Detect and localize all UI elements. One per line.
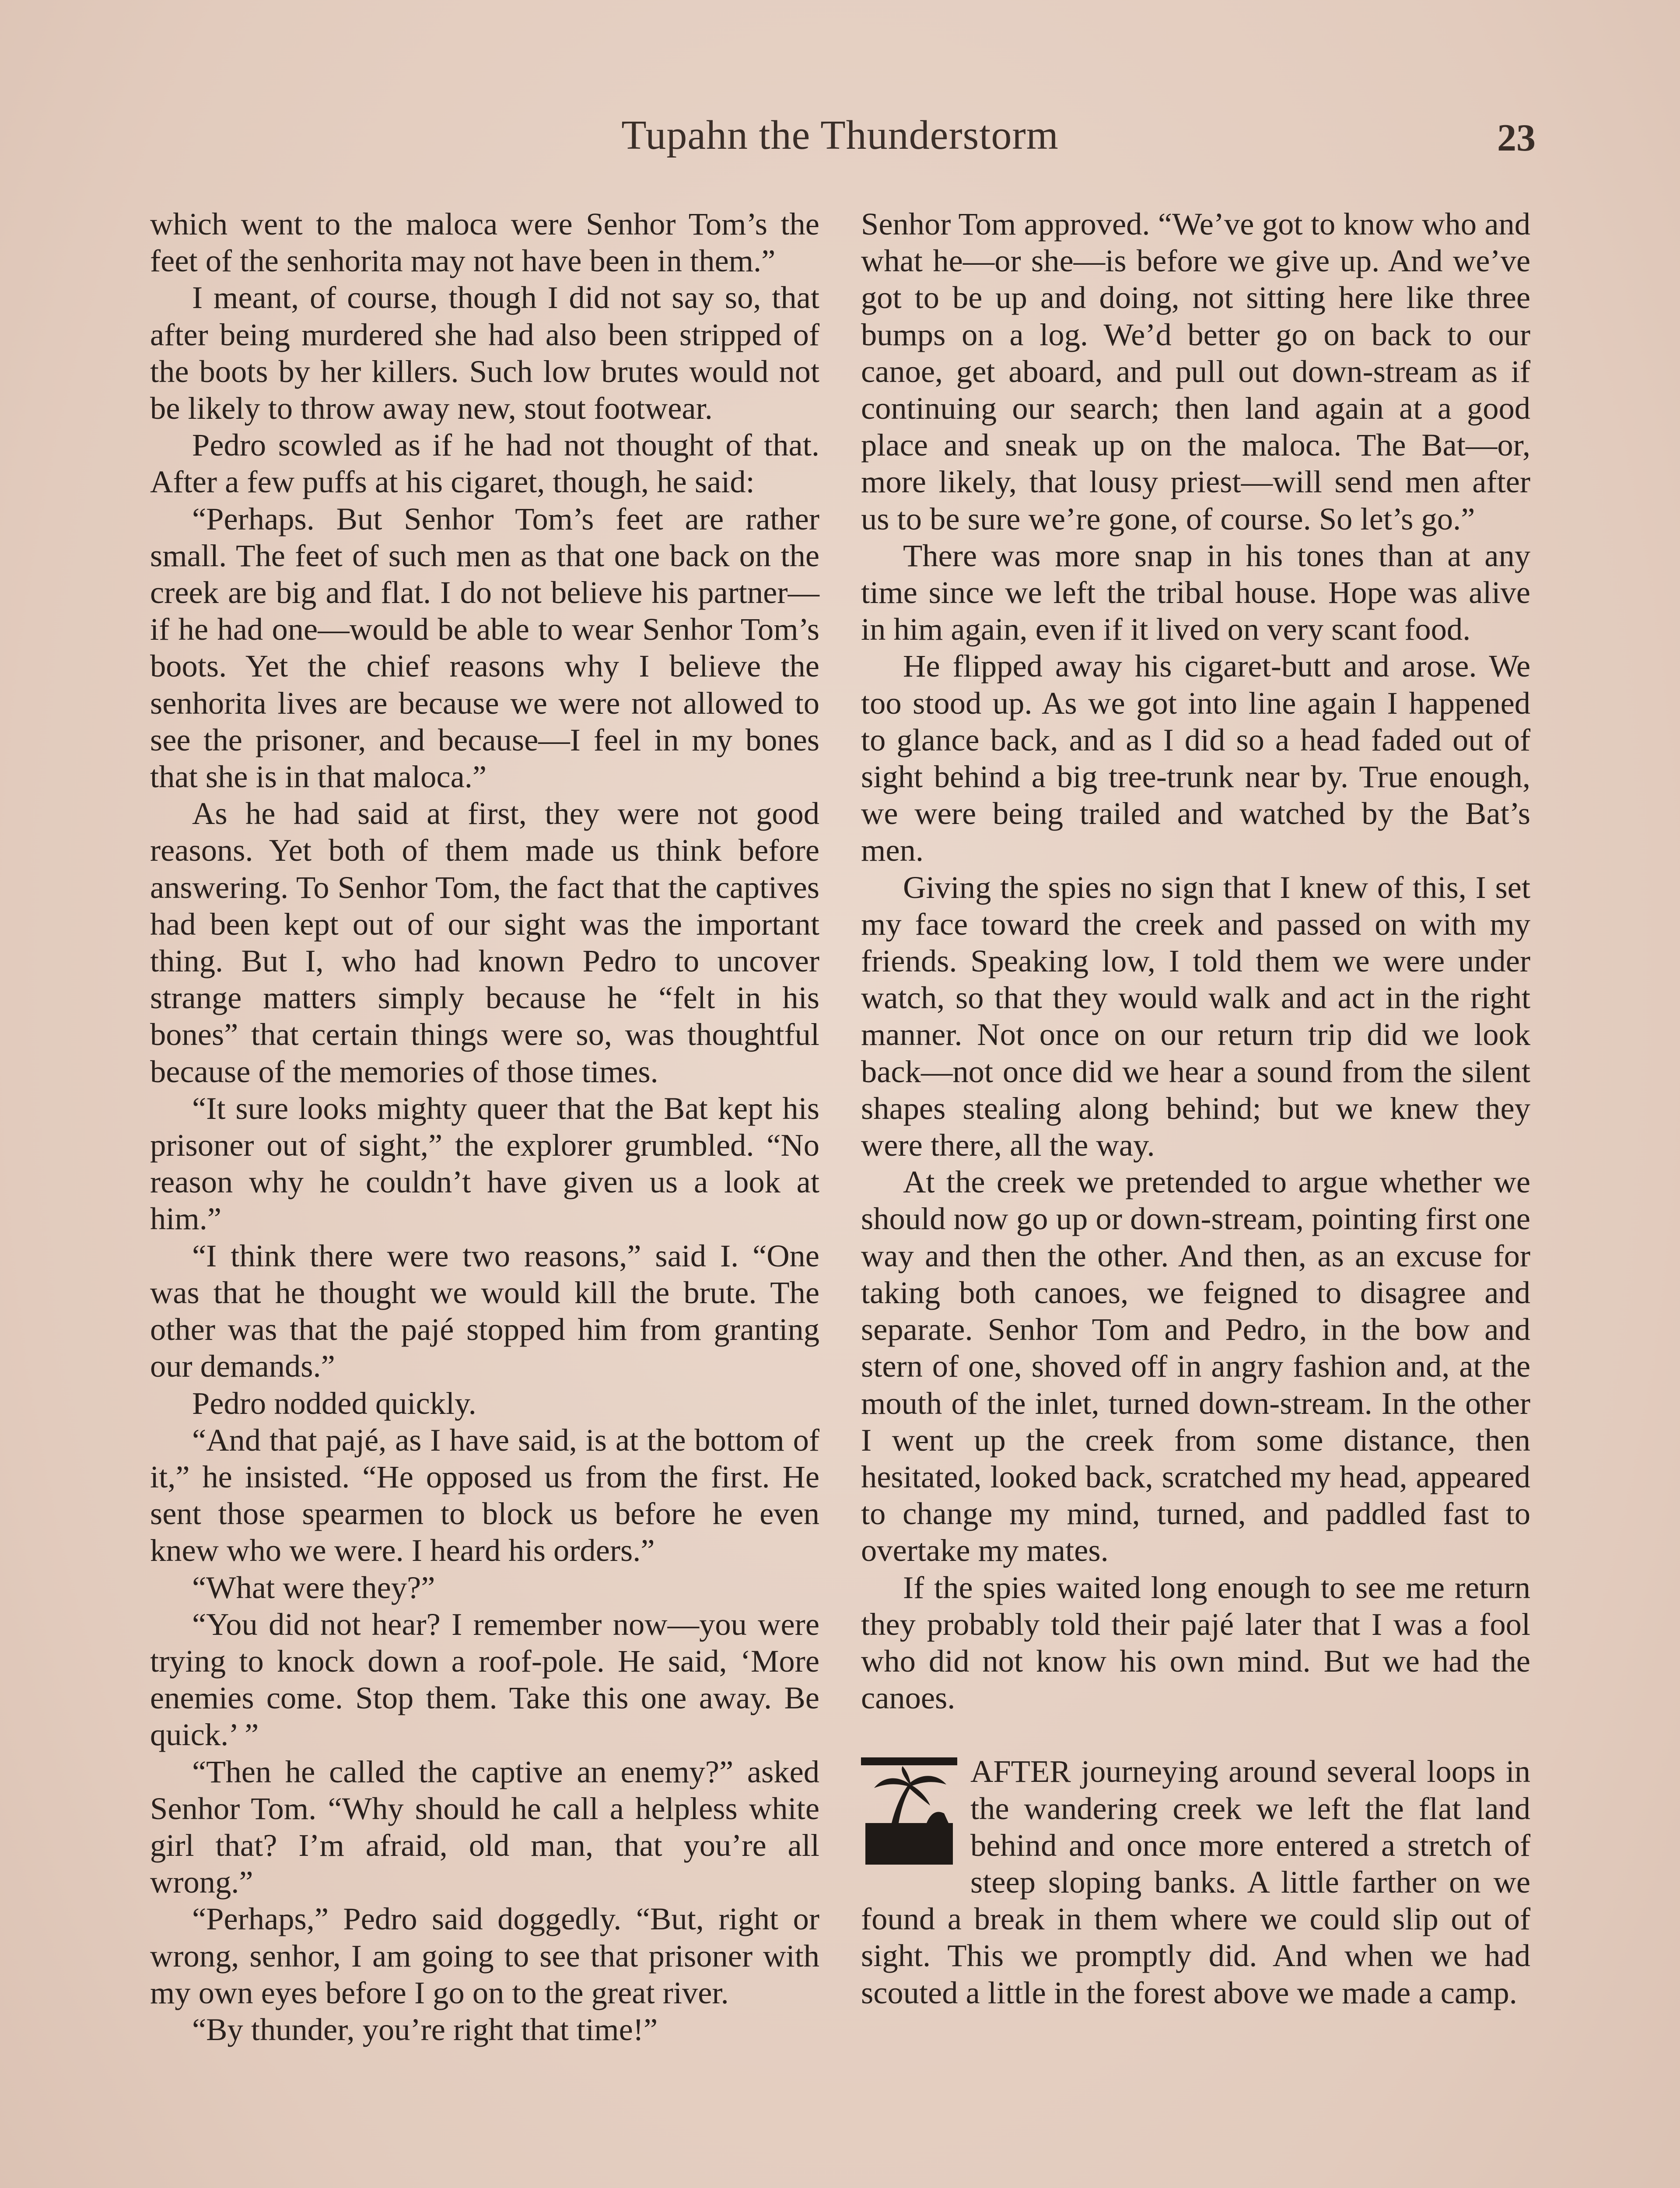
paragraph: Senhor Tom approved. “We’ve got to know who and what he—or she—is before we give up. And we’ve got to be up and doing, not sitting here like three bumps on a log. We’d better go on back to our canoe, get aboard, and pull out down-stream as if continuing our search; then land again at a good place and sneak up on the maloca. The Bat—or, more likely, that lousy priest—will send men after us to be sure we’re gone, of course. So let’s go.” [861,206,1530,536]
jungle-ornament-icon [861,1757,957,1867]
paragraph: which went to the maloca were Senhor Tom’s the feet of the senhorita may not have been in them.” [150,206,819,279]
paragraph: “It sure looks mighty queer that the Bat kept his prisoner out of sight,” the explorer grumbled. “No reason why he couldn’t have given us a look at him.” [150,1090,819,1237]
right-column [861,206,1530,2011]
paragraph: Pedro scowled as if he had not thought of that. After a few puffs at his cigaret, though, he said: [150,427,819,500]
paragraph: There was more snap in his tones than at any time since we left the tribal house. Hope was alive in him again, even if it lived on very scant food. [861,537,1530,647]
paragraph: “You did not hear? I remember now—you were trying to knock down a roof-pole. He said, ‘More enemies come. Stop them. Take this one away. Be quick.’ ” [150,1606,819,1753]
paragraph: “What were they?” [192,1569,435,1605]
paragraph: “I think there were two reasons,” said I. “One was that he thought we would kill the brute. The other was that the pajé stopped him from granting our demands.” [150,1238,819,1384]
paragraph: “Then he called the captive an enemy?” asked Senhor Tom. “Why should he call a helpless white girl that? I’m afraid, old man, that you’re all wrong.” [150,1753,819,1900]
paragraph: I meant, of course, though I did not say so, that after being murdered she had also been stripped of the boots by her killers. Such low brutes would not be likely to throw away new, stout footwear. [150,280,819,426]
paragraph: Pedro nodded quickly. [192,1385,476,1421]
paragraph: As he had said at first, they were not good reasons. Yet both of them made us think before answering. To Senhor Tom, the fact that the captives had been kept out of our sight was the important thing. But I, who had known Pedro to uncover strange matters simply because he “felt in his bones” that certain things were so, was thoughtful because of the memories of those times. [150,796,819,1089]
paragraph: If the spies waited long enough to see me return they probably told their pajé later that I was a fool who did not know his own mind. But we had the canoes. [861,1569,1530,1716]
page-number: 23 [1497,117,1536,159]
left-column [150,206,819,2048]
paragraph: He flipped away his cigaret-butt and arose. We too stood up. As we got into line again I happened to glance back, and as I did so a head faded out of sight behind a big tree-trunk near by. True enough, we were being trailed and watched by the Bat’s men. [861,648,1530,868]
paragraph: At the creek we pretended to argue whether we should now go up or down-stream, pointing first one way and then the other. And then, as an excuse for taking both canoes, we feigned to disagree and separate. Senhor Tom and Pedro, in the bow and stern of one, shoved off in angry fashion and, at the mouth of the inlet, turned down-stream. In the other I went up the creek from some distance, then hesitated, looked back, scratched my head, appeared to change my mind, turned, and paddled fast to overtake my mates. [861,1164,1530,1568]
paragraph: “And that pajé, as I have said, is at the bottom of it,” he insisted. “He opposed us from the first. He sent those spearmen to block us before he even knew who we were. I heard his orders.” [150,1422,819,1568]
paragraph: Giving the spies no sign that I knew of this, I set my face toward the creek and passed on with my friends. Speaking low, I told them we were under watch, so that they would walk and act in the right manner. Not once on our return trip did we look back—not once did we hear a sound from the silent shapes stealing along behind; but we knew they were there, all the way. [861,869,1530,1163]
header-title: Tupahn the Thunderstorm [621,112,1059,158]
paragraph: “Perhaps. But Senhor Tom’s feet are rather small. The feet of such men as that one back on the creek are big and flat. I do not believe his partner—if he had one—would be able to wear Senhor Tom’s boots. Yet the chief reasons why I believe the senhorita lives are because we were not allowed to see the prisoner, and because—I feel in my bones that she is in that maloca.” [150,501,819,795]
section-paragraph: AFTER journeying around several loops in the wandering creek we left the flat land behind and once more entered a stretch of steep sloping banks. A little farther on we found a break in them where we could slip out of sight. This we promptly did. And when we had scouted a little in the forest above we made a camp. [861,1753,1530,2010]
paragraph: “Perhaps,” Pedro said doggedly. “But, right or wrong, senhor, I am going to see that prisoner with my own eyes before I go on to the great river. [150,1901,819,2010]
paragraph: “By thunder, you’re right that time!” [192,2011,658,2047]
running-header [144,112,1536,173]
section-start [861,1753,1530,2011]
